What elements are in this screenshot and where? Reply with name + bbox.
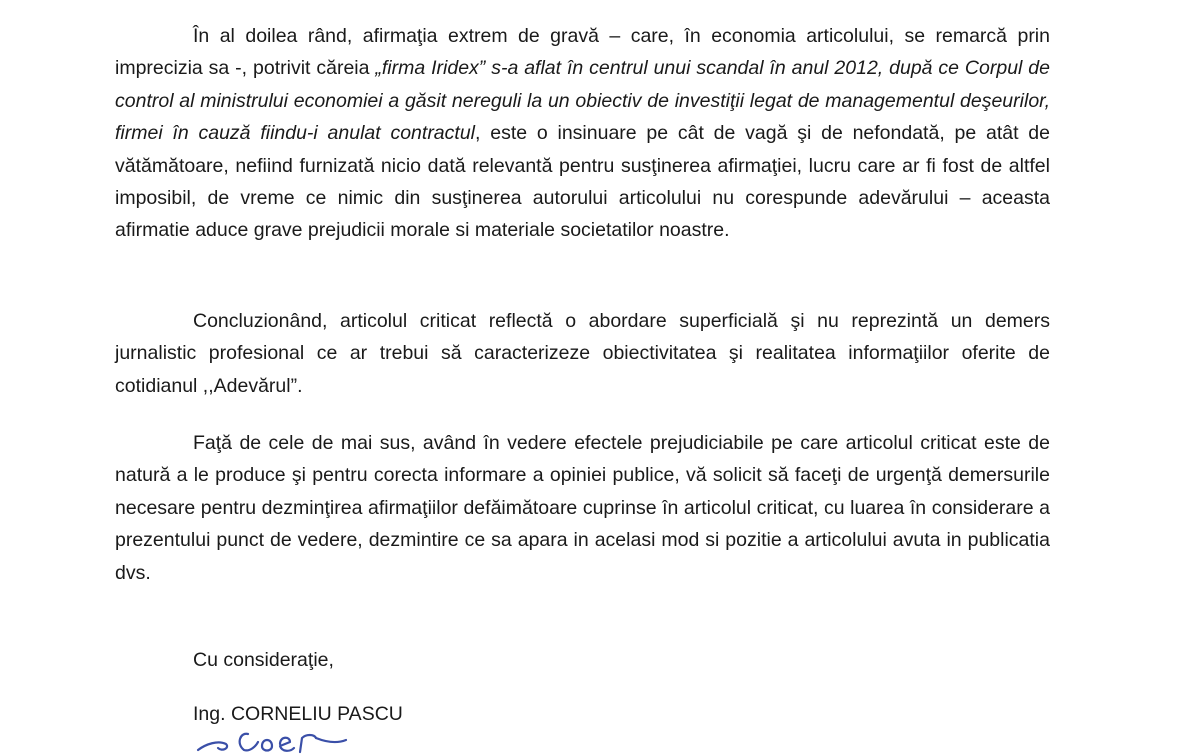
signatory-name: Ing. CORNELIU PASCU	[193, 703, 403, 725]
paragraph-second-point	[115, 20, 1050, 247]
paragraph-second-point-intro: În al doilea rând, afirmaţia extrem de gravă – care, în economia articolului, se remarcă prin imprecizia sa -, potrivit căreia	[115, 25, 1050, 80]
paragraph-second-point-rest: , este o insinuare pe cât de vagă şi de nefondată, pe atât de vătămătoare, nefiind furnizată nicio dată relevantă pentru susţinerea afirmaţiei, lucru care ar fi fost de altfel imposibil, de vreme ce nimic din susţinerea autorului articolului nu corespunde adevărului – aceasta afirmatie aduce grave prejudicii morale si materiale societatilor noastre.	[115, 122, 1050, 242]
paragraph-request: Faţă de cele de mai sus, având în vedere efectele prejudiciabile pe care articolul criticat este de natură a le produce şi pentru corecta informare a opiniei publice, vă solicit să faceţi de urgenţă demersurile necesare pentru dezminţirea afirmaţiilor defăimătoare cuprinse în articolul criticat, cu luarea în considerare a prezentului punct de vedere, dezmintire ce sa apara in acelasi mod si pozitie a articolului avuta in publicatia dvs.	[115, 432, 1050, 584]
quoted-article-claim: „firma Iridex” s-a aflat în centrul unui scandal în anul 2012, după ce Corpul de control al ministrului economiei a găsit nereguli la un obiectiv de investiţii legat de managementul deşeurilor, firmei în cauză fiindu-i anulat contractul	[115, 57, 1050, 145]
paragraph-conclusion: Concluzionând, articolul criticat reflectă o abordare superficială şi nu reprezintă un demers jurnalistic profesional ce ar trebui să caracterizeze obiectivitatea şi realitatea informaţiilor oferite de cotidianul ,,Adevărul”.	[115, 310, 1050, 397]
closing-salutation: Cu consideraţie,	[193, 649, 334, 671]
